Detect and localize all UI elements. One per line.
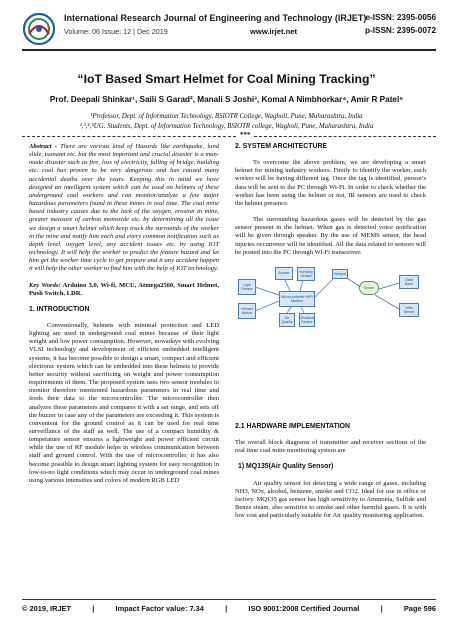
abstract-label: Abstract - [29,143,57,150]
system-block-diagram [235,265,426,405]
abstract [29,143,219,274]
light-sensor-box: Light Sensor [238,279,256,295]
footer-copyright: © 2019, IRJET [22,604,71,613]
footer-divider [22,599,436,600]
header-divider [22,49,436,51]
volume-issue: Volume: 06 Issue: 12 | Dec 2019 [64,27,168,36]
footer-separator: | [225,604,228,613]
p-issn: p-ISSN: 2395-0072 [365,26,436,35]
web-server-box: Web Server [399,303,419,317]
journal-name: International Research Journal of Engineering and Technology (IRJET) [64,13,367,23]
keywords [29,282,219,298]
irjet-logo-icon [22,12,56,46]
abstract-text: There are various kind of Hazards like earthquake, land slide, tsunami etc. but the most important and crucial disaster is a man-made disaster such as fire, loss of electricity, falling of bridge, building etc. coal has proven to be very dangerous and has caused many accidental deaths over the years. Keeping this in mind we have designed an intelligent system which can be used on helmets of these underground coal workers and can monitor/analyze a few major hazardous parameters found in these mines in real time. The coal mine based industry causes due to the lack of the oxygen, erosion in mine, greater measure of carbon monoxide etc. by determining all the issue we design a smart helmet which keep track the surrounds of the worker in the mine and notify him each and every common notification such as depth level, oxygen level, any accident issues etc. by using IOT technology. It will help the worker to predict the feature hazard and let him get the worker time cycle to get prepare and it any accident happen it will help the other worker to find him with the help of IOT technology. [29,143,219,273]
separator-line-right [254,136,436,137]
architecture-paragraph-1: To overcome the above problem, we are developing a smart helmet for mining industry workers. Firstly to identify the worker, each worker will be having different tag. Once the tag is identified, person’s data will be sent to the PC through Wi-Fi. In order to check whether the worker has been using the helmet or not, IR sensors are used to check the helmet presence. [235,159,426,207]
footer-separator: | [380,604,383,613]
footer-separator: | [92,604,95,613]
footer-iso: ISO 9001:2008 Certified Journal [248,604,360,613]
mq135-heading: 1) MQ135(Air Quality Sensor) [238,463,334,471]
data-base-box: Data Base [399,275,419,289]
affiliation-1: ¹Professor, Dept. of Information Technology, BSIOTR College, Wagholi, Pune, Maharashtra, India [90,113,363,120]
section-separator [22,132,436,140]
architecture-paragraph-2: The surrounding hazardous gases will be detected by the gas sensor present in the helmet. When gas is detected voice notification will be given through speaker. By the use of MEMS sensor, the head injuries occurrence will be identified. All the data related to sensors will be posted into the PC through Wi-Fi transceiver. [235,216,426,256]
hotspot-box: Hotspot [332,269,348,279]
separator-line-left [22,136,236,137]
paper-title: “IoT Based Smart Helmet for Coal Mining Tracking” [77,72,376,86]
journal-header [22,10,436,50]
right-column [235,143,426,528]
diagram-connectors [235,265,426,405]
journal-website-link[interactable]: www.irjet.net [250,27,297,36]
separator-stars: *** [240,131,251,139]
hardware-implementation-text: The overall block diagrams of transmitter and receiver sections of the real time coal mine monitoring system are [235,439,426,455]
microcontroller-box: Microcontroller WiFi Module [279,291,315,307]
keywords-text: Arduino 3.0, Wi-fi, MCU, Atmega2560, Smart Helmet, Push Switch, LDR. [29,281,219,297]
author-list: Prof. Deepali Shinkar¹, Saili S Garad², Manali S Joshi³, Komal A Nimbhorkar⁴, Amir R Patel⁵ [49,95,404,104]
page-footer [22,604,436,613]
mq135-text: Air quality sensor for detecting a wide range of gases, including NH3, NOx, alcohol, benzene, smoke and CO2. Ideal for use in office or factory. MQ135 gas sensor has high sensitivity to Ammonia, Sulfide and Benze steam, also sensitive to smoke and other harmful gases. It is with low cost and particularly suitable for Air quality monitoring application. [235,479,426,520]
footer-page-number: Page 596 [403,604,436,613]
humidity-sensor-box: Humidity Sensor [297,267,315,281]
e-issn: e-ISSN: 2395-0056 [365,13,436,22]
footer-impact-factor: Impact Factor value: 7.34 [115,604,204,613]
server-cloud: Server [359,281,379,295]
buzzer-box: Buzzer [275,267,293,280]
vibration-sensor-box: Vibration Sensor [299,313,315,327]
system-architecture-heading: 2. SYSTEM ARCHITECTURE [235,143,328,150]
air-quality-box: Air Quality [279,313,295,327]
affiliation-2: ²,³,⁴,⁵UG. Students, Dept. of Information Technology, BSIOTR college, Wagholi, Pune, Maharashtra, India [79,123,374,130]
helmet-button-box: Helmet Button [238,303,256,319]
keywords-label: Key Words: [29,281,61,289]
hardware-implementation-heading: 2.1 HARDWARE IMPLEMENTATION [235,422,350,430]
introduction-heading: 1. INTRODUCTION [29,305,90,313]
left-column [29,143,219,493]
introduction-text: Conventionally, helmets with minimal protection and LED lighting are used in underground coal mines because of their light weight and low power consumption. However, nowadays with evolving VLSI technology and development of efficient embedded intelligent systems, it has become possible to design a smart, compact and efficient electronic system which can be embedded into these helmets to provide better security without sacrificing on weight and power consumption requirements of them. The proposed system uses two sensor modules to monitor therefore mentioned hazardous parameters in real time and feeds their data to the microcontroller. The microcontroller then analyzes these parameters and compares it with a set range, and sets off the buzzer in case any of the parameters are exceeding it. This system is convenient for the ground control as it can be used for real time surveillance of the staff as well. The use of a compact humidity & temperature sensor ensures a lightweight and power efficient circuit while the use of RF module helps in wireless communication between staff and ground control. With the use of microcontroller, it has also become possible to design smart lighting system for easy recognition in low-to-no light conditions which may occur in underground coal mines using various intensities and colors of modern RGB LED [29,321,219,484]
